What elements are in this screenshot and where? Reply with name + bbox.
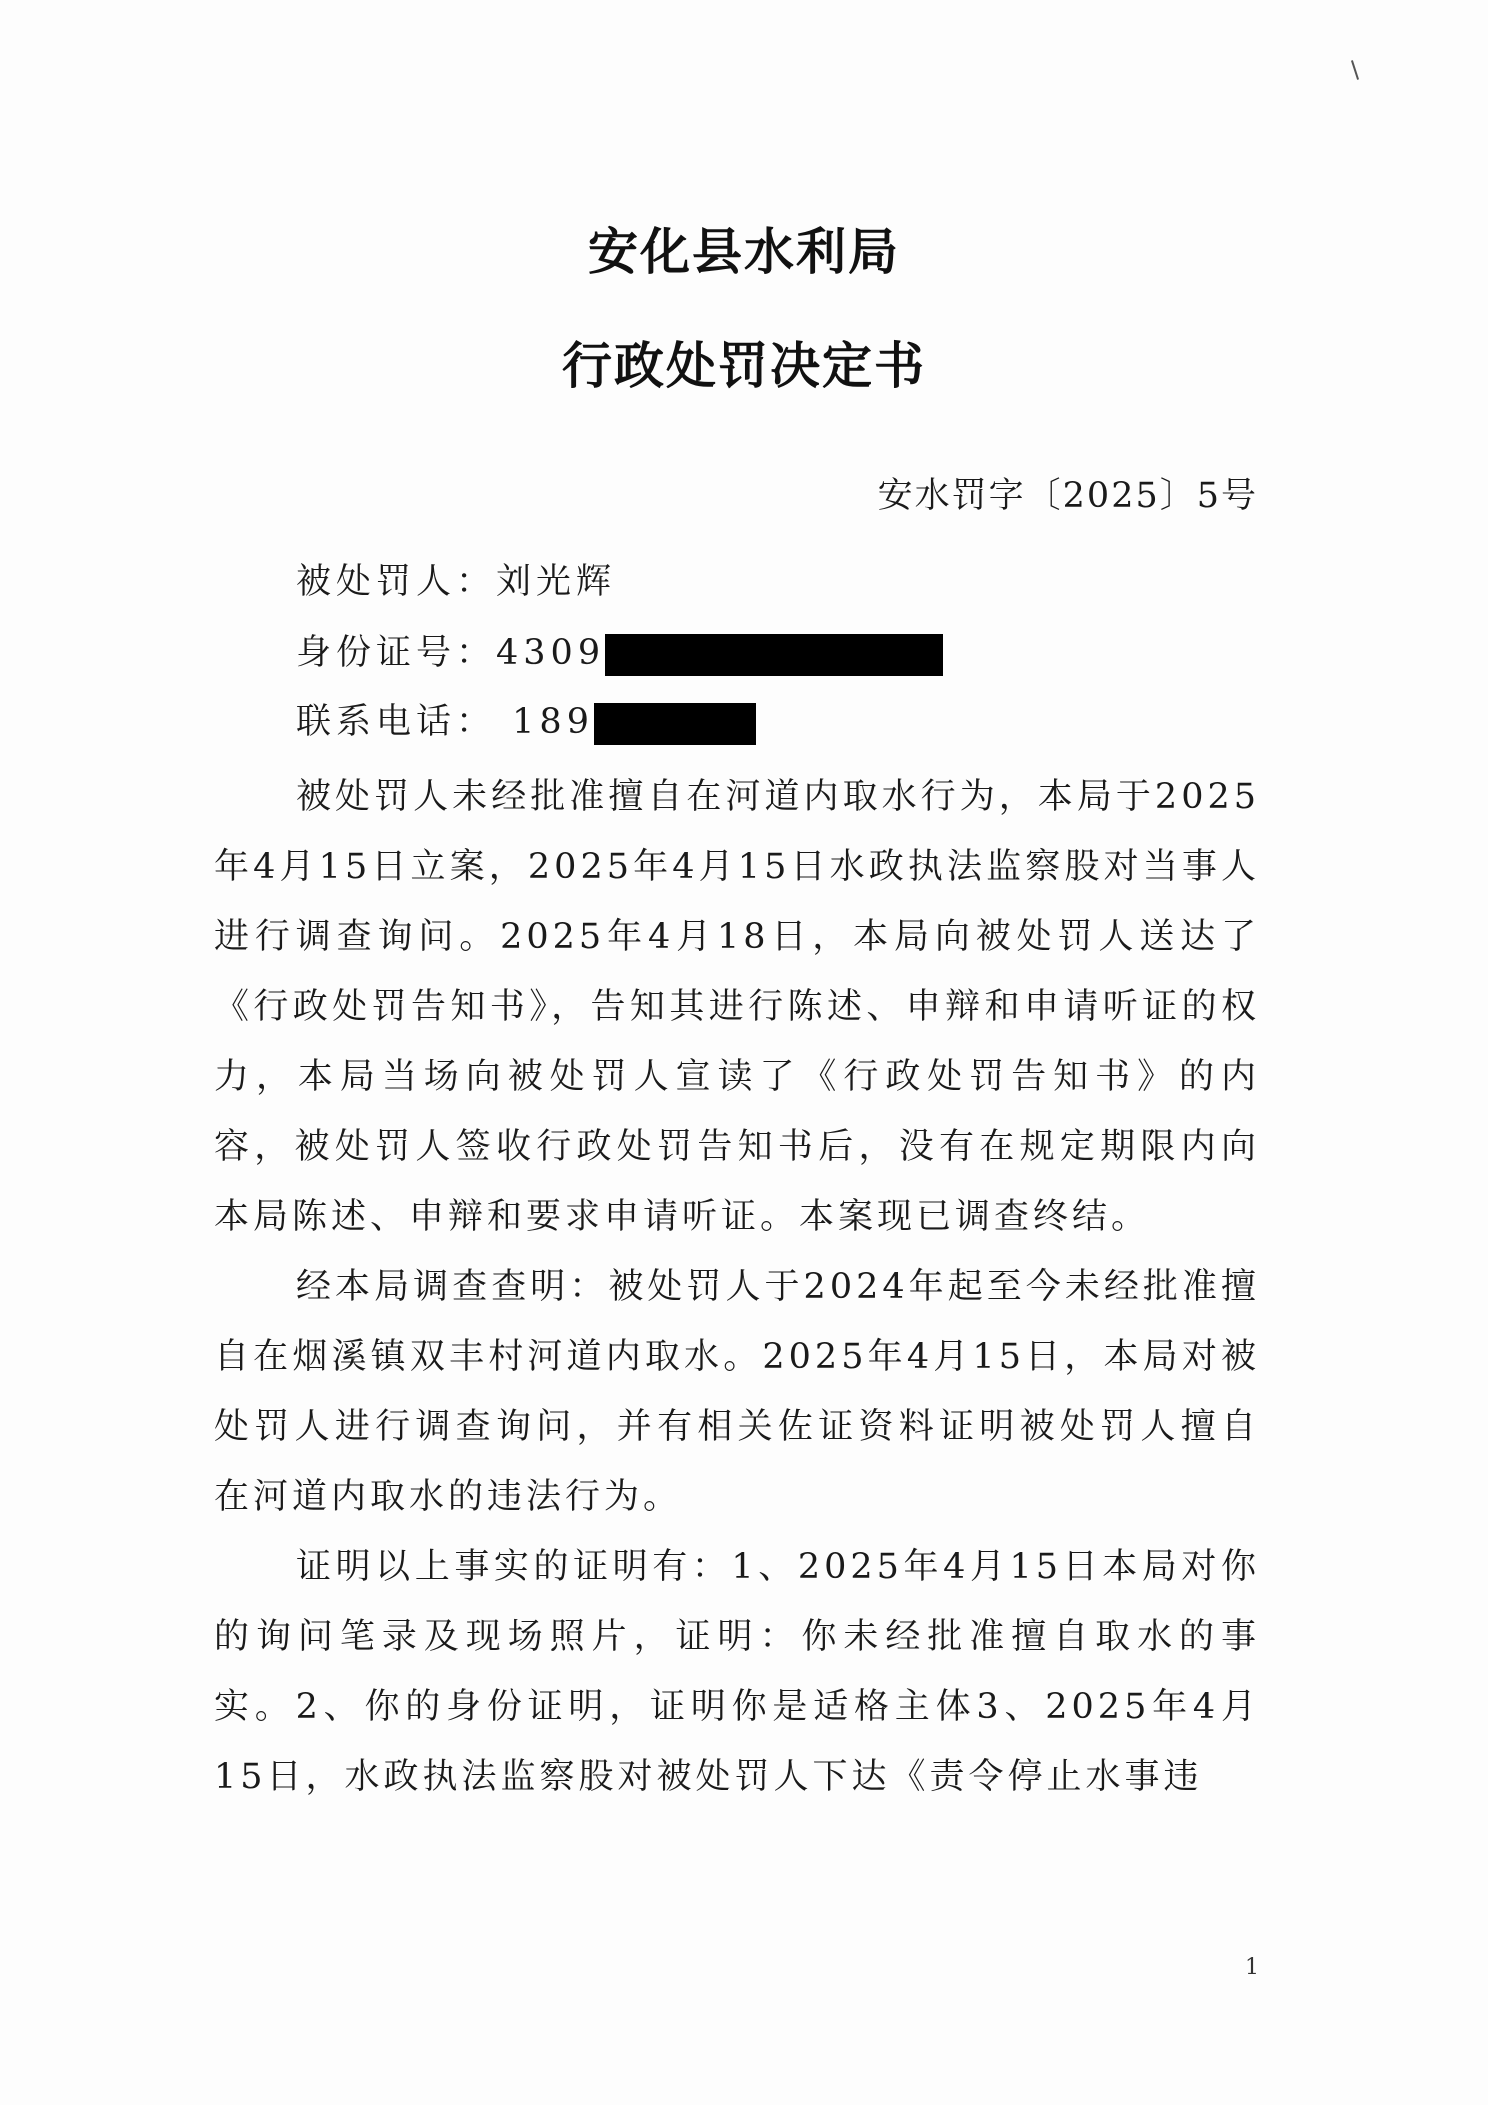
redaction-block [605,634,943,676]
party-phone-line [296,694,756,745]
document-body [214,762,1260,1812]
page-number: 1 [1245,1955,1259,1980]
document-number: 安水罚字〔2025〕5号 [877,476,1258,516]
party-name-line [296,554,616,604]
document-title: 行政处罚决定书 [562,337,926,395]
party-id-visible: 4309 [496,633,606,673]
paragraph: 经本局调查查明：被处罚人于2024年起至今未经批准擅自在烟溪镇双丰村河道内取水。2025年4月15日，本局对被处罚人进行调查询问，并有相关佐证资料证明被处罚人擅自在河道内取水的违法行为。 [214,1267,1260,1517]
paragraph: 被处罚人未经批准擅自在河道内取水行为，本局于2025年4月15日立案，2025年4月15日水政执法监察股对当事人进行调查询问。2025年4月18日，本局向被处罚人送达了《行政处罚告知书》，告知其进行陈述、申辩和申请听证的权力，本局当场向被处罚人宣读了《行政处罚告知书》的内容，被处罚人签收行政处罚告知书后，没有在规定期限内向本局陈述、申辩和要求申请听证。本案现已调查终结。 [214,777,1260,1237]
redaction-block [594,703,756,745]
scan-mark [1351,60,1359,80]
party-phone-label: 联系电话： [296,702,497,742]
party-id-line [296,625,943,676]
agency-title: 安化县水利局 [588,223,900,281]
party-name-label: 被处罚人： [296,562,497,602]
paragraph: 证明以上事实的证明有：1、2025年4月15日本局对你的询问笔录及现场照片，证明：你未经批准擅自取水的事实。2、你的身份证明，证明你是适格主体3、2025年4月15日，水政执法监察股对被处罚人下达《责令停止水事违 [214,1547,1260,1797]
party-phone-visible: 189 [512,702,594,742]
party-name-value: 刘光辉 [496,562,617,602]
party-id-label: 身份证号： [296,633,497,673]
